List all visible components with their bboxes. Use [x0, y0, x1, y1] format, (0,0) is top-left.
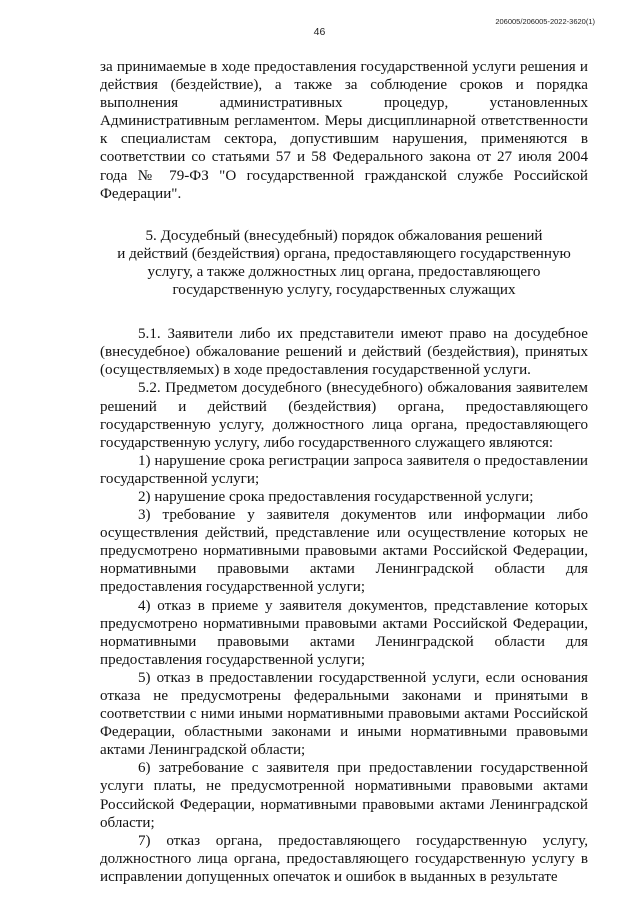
- intro-paragraph: за принимаемые в ходе предоставления государственной услуги решения и действия (бездействие), а также за соблюдение сроков и порядка выполнения административных процедур, установленных Административным регламентом. Меры дисциплинарной ответственности к специалистам сектора, допустившим нарушения, применяются в соответствии со статьями 57 и 58 Федерального закона от 27 июля 2004 года № 79-ФЗ "О государственной гражданской службе Российской Федерации".: [100, 59, 588, 202]
- list-item-6: 6) затребование с заявителя при предоставлении государственной услуги платы, не предусмотренной нормативными правовыми актами Российской Федерации, нормативными правовыми актами Ленинградской области;: [100, 760, 588, 831]
- list-item-7: 7) отказ органа, предоставляющего государственную услугу, должностного лица органа, предоставляющего государственную услугу в исправлении допущенных опечаток и ошибок в выданных в результате: [100, 832, 588, 885]
- list-item-2: 2) нарушение срока предоставления государственной услуги;: [138, 488, 534, 505]
- list-item-5: 5) отказ в предоставлении государственной услуги, если основания отказа не предусмотрены федеральными законами и принятыми в соответствии с ними иными нормативными правовыми актами Российской Федерации, областными законами и иными нормативными правовыми актами Ленинградской области;: [100, 669, 588, 759]
- list-item-1: 1) нарушение срока регистрации запроса заявителя о предоставлении государственной услуги;: [100, 452, 588, 487]
- document-body: [100, 58, 588, 886]
- paragraph-5-1: 5.1. Заявители либо их представители имеют право на досудебное (внесудебное) обжалование решений и действий (бездействия), принятых (осуществляемых) в ходе предоставления государственной услуги.: [100, 326, 588, 379]
- page-number: 46: [313, 26, 326, 38]
- section-heading-line: 5. Досудебный (внесудебный) порядок обжалования решений: [145, 227, 543, 244]
- list-item-3: 3) требование у заявителя документов или информации либо осуществления действий, представление или осуществление которых не предусмотрено нормативными правовыми актами Российской Федерации, нормативными правовыми актами Ленинградской области для предоставления государственной услуги;: [100, 507, 588, 596]
- section-heading-line: и действий (бездействия) органа, предоставляющего государственную: [117, 245, 571, 262]
- document-code: 206005/206005-2022-3620(1): [495, 17, 595, 26]
- list-item-4: 4) отказ в приеме у заявителя документов, представление которых предусмотрено нормативными правовыми актами Российской Федерации, нормативными правовыми актами Ленинградской области для предоставления государственной услуги;: [100, 597, 588, 668]
- section-5-heading: [100, 227, 588, 299]
- section-heading-line: услугу, а также должностных лиц органа, предоставляющего: [147, 263, 541, 280]
- paragraph-5-2: 5.2. Предметом досудебного (внесудебного) обжалования заявителем решений и действий (бездействия) органа, предоставляющего государственную услугу, должностного лица органа, предоставляющего государственную услугу, либо государственного служащего являются:: [100, 380, 588, 451]
- section-heading-line: государственную услугу, государственных служащих: [172, 282, 516, 299]
